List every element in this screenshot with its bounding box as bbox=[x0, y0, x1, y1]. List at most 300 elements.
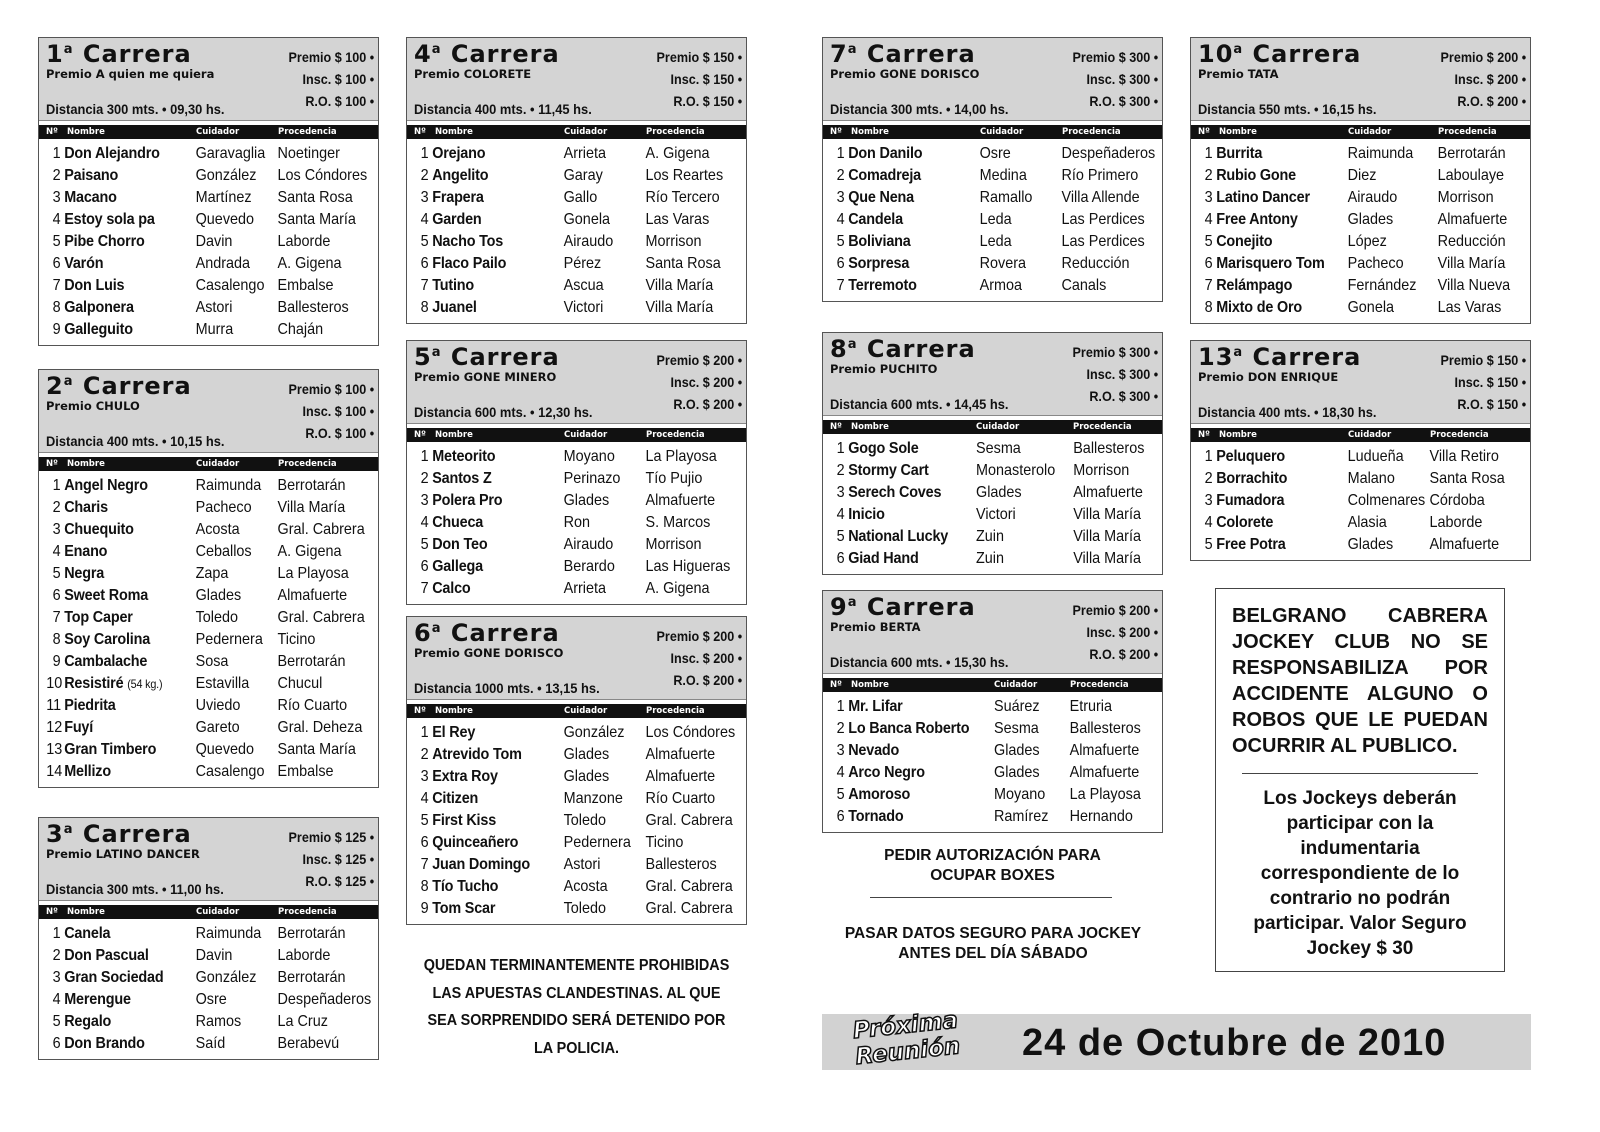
race-card-13 bbox=[1190, 340, 1531, 561]
divider bbox=[870, 897, 1112, 898]
entry-number: 3 bbox=[52, 521, 61, 538]
horse-name bbox=[1216, 233, 1272, 251]
entry-number: 3 bbox=[836, 742, 845, 759]
horse-name bbox=[432, 834, 518, 852]
race-card-3 bbox=[38, 817, 379, 1060]
origin: Almafuerte bbox=[277, 587, 348, 604]
race-amounts bbox=[288, 46, 374, 112]
entry-number: 2 bbox=[52, 947, 61, 964]
entry-number: 5 bbox=[836, 786, 845, 803]
table-header bbox=[407, 704, 746, 718]
race-title: 13$^a$ Carrera bbox=[1198, 343, 1362, 371]
trainer: Garavaglia bbox=[195, 145, 266, 162]
entry-row bbox=[823, 526, 1162, 548]
inscription: Insc. $ 150 • bbox=[670, 71, 742, 87]
col-name: Nombre bbox=[851, 422, 889, 432]
horse-name bbox=[64, 167, 118, 185]
entry-number: 2 bbox=[52, 167, 61, 184]
entry-row bbox=[39, 165, 378, 187]
trainer: Glades bbox=[195, 587, 242, 604]
origin: Embalse bbox=[277, 277, 334, 294]
next-meeting-date: 24 de Octubre de 2010 bbox=[1022, 1022, 1447, 1064]
entry-row bbox=[407, 534, 746, 556]
horse-name bbox=[64, 477, 148, 495]
origin: La Playosa bbox=[1069, 786, 1141, 803]
race-amounts bbox=[1072, 599, 1158, 665]
col-origin: Procedencia bbox=[278, 459, 337, 469]
trainer: González bbox=[563, 724, 625, 741]
col-num: Nº bbox=[1198, 127, 1210, 137]
origin: Reducción bbox=[1061, 255, 1130, 272]
origin: La Cruz bbox=[277, 1013, 328, 1030]
trainer: Glades bbox=[976, 484, 1022, 501]
entry-row bbox=[1191, 468, 1530, 490]
entry-number: 1 bbox=[420, 448, 429, 465]
origin: Las Higueras bbox=[645, 558, 731, 575]
origin: Villa Allende bbox=[1061, 189, 1140, 206]
horse-name-text: Fumadora bbox=[1216, 492, 1285, 509]
entries bbox=[407, 442, 746, 604]
trainer: Monasterolo bbox=[976, 462, 1056, 479]
origin: Gral. Cabrera bbox=[645, 878, 733, 895]
horse-name-text: Peluquero bbox=[1216, 448, 1285, 465]
trainer: Estavilla bbox=[195, 675, 250, 692]
race-number: 5 bbox=[414, 343, 432, 371]
entry-number: 2 bbox=[836, 167, 845, 184]
table-header bbox=[823, 678, 1162, 692]
horse-name bbox=[432, 900, 495, 918]
entry-number: 8 bbox=[52, 631, 61, 648]
entry-number: 2 bbox=[420, 167, 429, 184]
horse-name bbox=[432, 878, 498, 896]
entry-number: 4 bbox=[52, 211, 61, 228]
entry-row bbox=[823, 438, 1162, 460]
race-number: 7 bbox=[830, 40, 848, 68]
race-card-6 bbox=[406, 616, 747, 925]
entry-number: 3 bbox=[420, 768, 429, 785]
origin: La Playosa bbox=[645, 448, 717, 465]
ro: R.O. $ 150 • bbox=[673, 93, 742, 109]
table-header bbox=[407, 428, 746, 442]
entry-row bbox=[823, 784, 1162, 806]
col-name: Nombre bbox=[1219, 127, 1257, 137]
col-trainer: Cuidador bbox=[994, 680, 1038, 690]
horse-name bbox=[848, 506, 885, 524]
origin: Tío Pujio bbox=[645, 470, 703, 487]
trainer: González bbox=[195, 167, 257, 184]
club-disclaimer-box bbox=[1215, 588, 1505, 972]
horse-name bbox=[64, 521, 134, 539]
entry-row bbox=[407, 854, 746, 876]
col-num: Nº bbox=[46, 127, 58, 137]
race-number: 8 bbox=[830, 335, 848, 363]
entry-number: 2 bbox=[52, 499, 61, 516]
origin: Ballesteros bbox=[1073, 440, 1145, 457]
horse-name-text: Citizen bbox=[432, 790, 479, 807]
horse-name bbox=[1216, 167, 1296, 185]
origin: La Playosa bbox=[277, 565, 349, 582]
premio: Premio $ 300 • bbox=[1072, 49, 1158, 65]
prize-name: Premio DON ENRIQUE bbox=[1198, 370, 1339, 384]
entry-row bbox=[823, 482, 1162, 504]
ro: R.O. $ 100 • bbox=[305, 425, 374, 441]
origin: Santa Rosa bbox=[277, 189, 353, 206]
entries bbox=[1191, 442, 1530, 560]
trainer: Astori bbox=[195, 299, 233, 316]
horse-name-text: Frapera bbox=[432, 189, 484, 206]
ro: R.O. $ 200 • bbox=[673, 396, 742, 412]
entry-row bbox=[407, 876, 746, 898]
race-number: 3 bbox=[46, 820, 64, 848]
entry-row bbox=[1191, 275, 1530, 297]
entry-number: 4 bbox=[420, 514, 429, 531]
horse-name bbox=[848, 145, 922, 163]
origin: Gral. Cabrera bbox=[277, 521, 365, 538]
trainer: Airaudo bbox=[563, 536, 614, 553]
entry-row bbox=[407, 187, 746, 209]
trainer: Toledo bbox=[195, 609, 239, 626]
origin: Gral. Cabrera bbox=[645, 900, 733, 917]
horse-name-text: Inicio bbox=[848, 506, 885, 523]
horse-name bbox=[64, 543, 107, 561]
distance-time: Distancia 300 mts. • 11,00 hs. bbox=[46, 881, 224, 897]
entry-number: 7 bbox=[1204, 277, 1213, 294]
horse-name-text: Don Teo bbox=[432, 536, 488, 553]
entry-row bbox=[39, 717, 378, 739]
entry-row bbox=[407, 744, 746, 766]
prize-name: Premio COLORETE bbox=[414, 67, 532, 81]
horse-name-text: Arco Negro bbox=[848, 764, 925, 781]
col-num: Nº bbox=[414, 706, 426, 716]
col-trainer: Cuidador bbox=[196, 127, 240, 137]
origin: Morrison bbox=[645, 233, 702, 250]
distance-time: Distancia 400 mts. • 11,45 hs. bbox=[414, 101, 592, 117]
origin: Los Cóndores bbox=[277, 167, 368, 184]
trainer: Zapa bbox=[195, 565, 229, 582]
horse-name bbox=[432, 211, 481, 229]
col-origin: Procedencia bbox=[646, 127, 705, 137]
entry-number: 3 bbox=[836, 189, 845, 206]
entry-row bbox=[39, 629, 378, 651]
origin: Villa María bbox=[645, 299, 714, 316]
horse-name-text: Mixto de Oro bbox=[1216, 299, 1303, 316]
horse-name bbox=[64, 631, 150, 649]
entry-number: 5 bbox=[52, 565, 61, 582]
horse-name bbox=[848, 764, 925, 782]
entry-row bbox=[39, 253, 378, 275]
entry-number: 14 bbox=[46, 763, 63, 780]
premio: Premio $ 200 • bbox=[1072, 602, 1158, 618]
horse-name-text: Nacho Tos bbox=[432, 233, 504, 250]
table-header bbox=[823, 420, 1162, 434]
origin: Morrison bbox=[645, 536, 702, 553]
race-title-text: Carrera bbox=[1252, 343, 1362, 371]
race-title: 2$^a$ Carrera bbox=[46, 372, 192, 400]
entries bbox=[823, 139, 1162, 301]
horse-name-text: Terremoto bbox=[848, 277, 917, 294]
trainer: Glades bbox=[1347, 536, 1394, 553]
trainer: Sesma bbox=[976, 440, 1021, 457]
horse-name bbox=[1216, 470, 1287, 488]
origin: Almafuerte bbox=[645, 768, 716, 785]
horse-name bbox=[432, 856, 530, 874]
origin: Laboulaye bbox=[1437, 167, 1505, 184]
entry-number: 7 bbox=[420, 277, 429, 294]
col-trainer: Cuidador bbox=[196, 907, 240, 917]
origin: Berrotarán bbox=[277, 969, 346, 986]
horse-name bbox=[1216, 492, 1284, 510]
trainer: Armoa bbox=[979, 277, 1023, 294]
entry-number: 1 bbox=[52, 145, 61, 162]
entry-number: 4 bbox=[52, 543, 61, 560]
horse-name bbox=[432, 812, 496, 830]
horse-name bbox=[432, 492, 502, 510]
trainer: Pacheco bbox=[195, 499, 252, 516]
col-name: Nombre bbox=[67, 459, 105, 469]
inscription: Insc. $ 100 • bbox=[302, 403, 374, 419]
entry-row bbox=[407, 722, 746, 744]
horse-name-text: Sorpresa bbox=[848, 255, 910, 272]
col-num: Nº bbox=[414, 127, 426, 137]
entry-number: 9 bbox=[52, 321, 61, 338]
col-origin: Procedencia bbox=[1062, 127, 1121, 137]
race-amounts bbox=[1072, 46, 1158, 112]
horse-name bbox=[432, 768, 498, 786]
entry-number: 7 bbox=[420, 856, 429, 873]
entry-number: 3 bbox=[52, 969, 61, 986]
race-title-text: Carrera bbox=[450, 619, 560, 647]
horse-name bbox=[64, 277, 124, 295]
horse-name bbox=[64, 587, 148, 605]
entry-row bbox=[407, 275, 746, 297]
entry-row bbox=[407, 556, 746, 578]
trainer: Suárez bbox=[994, 698, 1040, 715]
race-title-text: Carrera bbox=[866, 335, 976, 363]
col-num: Nº bbox=[830, 422, 842, 432]
trainer: Pedernera bbox=[195, 631, 263, 648]
entry-number: 1 bbox=[52, 925, 61, 942]
entry-number: 10 bbox=[46, 675, 63, 692]
table-header bbox=[1191, 125, 1530, 139]
race-title-text: Carrera bbox=[82, 372, 192, 400]
col-num: Nº bbox=[46, 907, 58, 917]
ro: R.O. $ 200 • bbox=[1457, 93, 1526, 109]
table-header bbox=[39, 125, 378, 139]
trainer: Zuin bbox=[976, 550, 1005, 567]
horse-name bbox=[64, 969, 163, 987]
horse-name-text: Macano bbox=[64, 189, 117, 206]
horse-name bbox=[1216, 211, 1298, 229]
origin: Ticino bbox=[645, 834, 684, 851]
col-origin: Procedencia bbox=[646, 430, 705, 440]
race-card-1 bbox=[38, 37, 379, 346]
origin: Hernando bbox=[1069, 808, 1133, 825]
horse-name-text: Free Potra bbox=[1216, 536, 1286, 553]
origin: Despeñaderos bbox=[277, 991, 372, 1008]
trainer: Martínez bbox=[195, 189, 252, 206]
entry-row bbox=[1191, 165, 1530, 187]
horse-name-text: Sweet Roma bbox=[64, 587, 149, 604]
entry-row bbox=[407, 788, 746, 810]
ro: R.O. $ 200 • bbox=[673, 672, 742, 688]
ro: R.O. $ 150 • bbox=[1457, 396, 1526, 412]
horse-name bbox=[64, 1013, 111, 1031]
race-number: 6 bbox=[414, 619, 432, 647]
entry-number: 7 bbox=[836, 277, 845, 294]
entry-number: 8 bbox=[1204, 299, 1213, 316]
race-header bbox=[39, 38, 378, 121]
inscription: Insc. $ 200 • bbox=[670, 650, 742, 666]
origin: Río Cuarto bbox=[645, 790, 716, 807]
horse-name-text: Relámpago bbox=[1216, 277, 1293, 294]
distance-time: Distancia 600 mts. • 14,45 hs. bbox=[830, 396, 1009, 412]
horse-name bbox=[432, 746, 522, 764]
entry-number: 4 bbox=[1204, 514, 1213, 531]
horse-name bbox=[64, 499, 108, 517]
entry-number: 6 bbox=[836, 808, 845, 825]
ro: R.O. $ 300 • bbox=[1089, 388, 1158, 404]
ro: R.O. $ 300 • bbox=[1089, 93, 1158, 109]
col-name: Nombre bbox=[435, 430, 473, 440]
trainer: Astori bbox=[563, 856, 601, 873]
entry-row bbox=[1191, 534, 1530, 556]
entry-number: 4 bbox=[52, 991, 61, 1008]
trainer: Victori bbox=[976, 506, 1016, 523]
trainer: Rovera bbox=[979, 255, 1027, 272]
entry-row bbox=[39, 967, 378, 989]
entry-row bbox=[39, 497, 378, 519]
entry-row bbox=[39, 695, 378, 717]
race-header bbox=[407, 617, 746, 700]
origin: Villa María bbox=[1437, 255, 1506, 272]
entry-number: 4 bbox=[836, 211, 845, 228]
prize-name: Premio GONE MINERO bbox=[414, 370, 557, 384]
race-header bbox=[39, 370, 378, 453]
horse-name bbox=[848, 462, 928, 480]
origin: Las Varas bbox=[1437, 299, 1502, 316]
entry-number: 1 bbox=[420, 145, 429, 162]
trainer: Leda bbox=[979, 211, 1012, 228]
entry-number: 6 bbox=[52, 255, 61, 272]
race-card-9 bbox=[822, 590, 1163, 833]
trainer: Davin bbox=[195, 947, 233, 964]
entry-number: 6 bbox=[1204, 255, 1213, 272]
horse-name-text: Rubio Gone bbox=[1216, 167, 1297, 184]
entry-number: 5 bbox=[1204, 233, 1213, 250]
prize-name: Premio BERTA bbox=[830, 620, 921, 634]
entry-row bbox=[39, 651, 378, 673]
distance-time: Distancia 400 mts. • 10,15 hs. bbox=[46, 433, 225, 449]
horse-name bbox=[432, 580, 470, 598]
race-amounts bbox=[1072, 341, 1158, 407]
entry-number: 3 bbox=[836, 484, 845, 501]
trainer: Gonela bbox=[563, 211, 611, 228]
entry-number: 6 bbox=[836, 550, 845, 567]
col-name: Nombre bbox=[851, 680, 889, 690]
horse-name-text: Stormy Cart bbox=[848, 462, 929, 479]
entry-number: 4 bbox=[836, 764, 845, 781]
horse-name-text: Soy Carolina bbox=[64, 631, 151, 648]
origin: Río Primero bbox=[1061, 167, 1139, 184]
horse-name bbox=[848, 742, 899, 760]
origin: Etruria bbox=[1069, 698, 1113, 715]
ro: R.O. $ 100 • bbox=[305, 93, 374, 109]
club-disclaimer: BELGRANO CABRERA JOCKEY CLUB NO SE RESPONSABILIZA POR ACCIDENTE ALGUNO O ROBOS QUE LE PUEDAN OCURRIR AL PUBLICO. bbox=[1232, 605, 1488, 757]
trainer: Malano bbox=[1347, 470, 1395, 487]
trainer: Ramallo bbox=[979, 189, 1033, 206]
horse-name-text: Pibe Chorro bbox=[64, 233, 145, 250]
entry-row bbox=[1191, 446, 1530, 468]
entry-number: 5 bbox=[836, 528, 845, 545]
horse-name bbox=[64, 697, 115, 715]
race-title-text: Carrera bbox=[82, 820, 192, 848]
entry-row bbox=[407, 578, 746, 600]
race-title: 4$^a$ Carrera bbox=[414, 40, 560, 68]
trainer: Andrada bbox=[195, 255, 251, 272]
entry-row bbox=[39, 945, 378, 967]
col-trainer: Cuidador bbox=[980, 127, 1024, 137]
trainer: Arrieta bbox=[563, 580, 607, 597]
race-amounts bbox=[288, 826, 374, 892]
horse-name bbox=[848, 698, 902, 716]
trainer: Casalengo bbox=[195, 763, 265, 780]
trainer: Glades bbox=[563, 746, 610, 763]
trainer: Glades bbox=[1347, 211, 1394, 228]
trainer: López bbox=[1347, 233, 1387, 250]
horse-name bbox=[432, 724, 475, 742]
premio: Premio $ 125 • bbox=[288, 829, 374, 845]
entry-row bbox=[407, 231, 746, 253]
origin: Gral. Cabrera bbox=[277, 609, 365, 626]
trainer: Alasia bbox=[1347, 514, 1387, 531]
horse-name-text: Cambalache bbox=[64, 653, 148, 670]
horse-name-text: Tom Scar bbox=[432, 900, 496, 917]
horse-name-text: Flaco Pailo bbox=[432, 255, 507, 272]
entry-row bbox=[39, 297, 378, 319]
prize-name: Premio PUCHITO bbox=[830, 362, 938, 376]
entries bbox=[39, 471, 378, 787]
entry-row bbox=[1191, 490, 1530, 512]
race-card-10 bbox=[1190, 37, 1531, 324]
horse-name bbox=[64, 675, 162, 693]
distance-time: Distancia 300 mts. • 14,00 hs. bbox=[830, 101, 1009, 117]
horse-name-text: Burrita bbox=[1216, 145, 1263, 162]
entry-row bbox=[823, 718, 1162, 740]
origin: Chaján bbox=[277, 321, 324, 338]
horse-name bbox=[64, 255, 103, 273]
horse-name bbox=[64, 189, 117, 207]
distance-time: Distancia 600 mts. • 15,30 hs. bbox=[830, 654, 1009, 670]
entry-row bbox=[823, 806, 1162, 828]
horse-name bbox=[1216, 299, 1302, 317]
horse-name-text: Resistiré bbox=[64, 675, 124, 692]
col-name: Nombre bbox=[435, 127, 473, 137]
entry-number: 5 bbox=[52, 1013, 61, 1030]
trainer: Berardo bbox=[563, 558, 615, 575]
horse-name bbox=[1216, 145, 1262, 163]
race-title: 10$^a$ Carrera bbox=[1198, 40, 1362, 68]
origin: Almafuerte bbox=[1069, 764, 1140, 781]
race-title: 8$^a$ Carrera bbox=[830, 335, 976, 363]
horse-name-text: Canela bbox=[64, 925, 111, 942]
entry-number: 5 bbox=[420, 233, 429, 250]
inscription: Insc. $ 125 • bbox=[302, 851, 374, 867]
inscription: Insc. $ 200 • bbox=[670, 374, 742, 390]
horse-name-text: Juan Domingo bbox=[432, 856, 531, 873]
entry-row bbox=[1191, 231, 1530, 253]
race-card-7 bbox=[822, 37, 1163, 302]
entry-row bbox=[407, 832, 746, 854]
